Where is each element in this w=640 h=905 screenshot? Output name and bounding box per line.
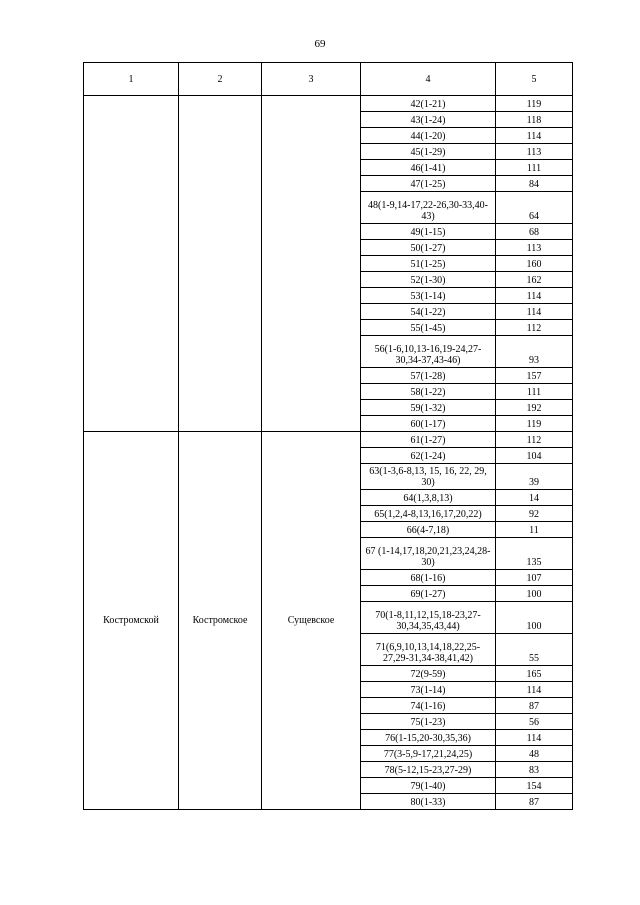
- area-cell: 87: [496, 794, 573, 810]
- quarter-cell: 60(1-17): [361, 416, 496, 432]
- quarter-cell: 71(6,9,10,13,14,18,22,25-27,29-31,34-38,41,42): [361, 634, 496, 666]
- quarter-cell: 50(1-27): [361, 240, 496, 256]
- group-col2-cell: Костромское: [179, 432, 262, 810]
- area-cell: 84: [496, 176, 573, 192]
- area-cell: 55: [496, 634, 573, 666]
- quarter-cell: 69(1-27): [361, 586, 496, 602]
- group-col1-cell: Костромской: [84, 432, 179, 810]
- quarter-cell: 80(1-33): [361, 794, 496, 810]
- area-cell: 14: [496, 490, 573, 506]
- group-col3-cell: [262, 96, 361, 432]
- quarter-cell: 75(1-23): [361, 714, 496, 730]
- area-cell: 114: [496, 288, 573, 304]
- area-cell: 114: [496, 730, 573, 746]
- table-row: [84, 96, 573, 112]
- quarter-cell: 58(1-22): [361, 384, 496, 400]
- header-row: [84, 63, 573, 96]
- quarter-cell: 62(1-24): [361, 448, 496, 464]
- quarter-cell: 53(1-14): [361, 288, 496, 304]
- area-cell: 11: [496, 522, 573, 538]
- quarter-cell: 61(1-27): [361, 432, 496, 448]
- quarter-cell: 66(4-7,18): [361, 522, 496, 538]
- area-cell: 113: [496, 240, 573, 256]
- area-cell: 107: [496, 570, 573, 586]
- quarter-cell: 52(1-30): [361, 272, 496, 288]
- area-cell: 113: [496, 144, 573, 160]
- quarter-cell: 49(1-15): [361, 224, 496, 240]
- quarter-cell: 73(1-14): [361, 682, 496, 698]
- quarter-cell: 79(1-40): [361, 778, 496, 794]
- quarter-cell: 54(1-22): [361, 304, 496, 320]
- quarter-cell: 76(1-15,20-30,35,36): [361, 730, 496, 746]
- area-cell: 162: [496, 272, 573, 288]
- quarter-cell: 55(1-45): [361, 320, 496, 336]
- quarter-cell: 68(1-16): [361, 570, 496, 586]
- group-col3-cell: Сущевское: [262, 432, 361, 810]
- quarter-cell: 57(1-28): [361, 368, 496, 384]
- area-cell: 157: [496, 368, 573, 384]
- table-row: [84, 432, 573, 448]
- area-cell: 68: [496, 224, 573, 240]
- area-cell: 112: [496, 432, 573, 448]
- area-cell: 135: [496, 538, 573, 570]
- area-cell: 114: [496, 128, 573, 144]
- area-cell: 48: [496, 746, 573, 762]
- area-cell: 165: [496, 666, 573, 682]
- group-col1-cell: [84, 96, 179, 432]
- quarter-cell: 63(1-3,6-8,13, 15, 16, 22, 29, 30): [361, 464, 496, 490]
- area-cell: 114: [496, 304, 573, 320]
- area-cell: 119: [496, 96, 573, 112]
- header-cell: 5: [496, 63, 573, 96]
- quarter-cell: 70(1-8,11,12,15,18-23,27-30,34,35,43,44): [361, 602, 496, 634]
- header-cell: 1: [84, 63, 179, 96]
- area-cell: 64: [496, 192, 573, 224]
- quarter-cell: 47(1-25): [361, 176, 496, 192]
- quarter-cell: 77(3-5,9-17,21,24,25): [361, 746, 496, 762]
- data-table: [83, 62, 573, 810]
- quarter-cell: 51(1-25): [361, 256, 496, 272]
- quarter-cell: 78(5-12,15-23,27-29): [361, 762, 496, 778]
- area-cell: 111: [496, 160, 573, 176]
- area-cell: 112: [496, 320, 573, 336]
- quarter-cell: 45(1-29): [361, 144, 496, 160]
- area-cell: 160: [496, 256, 573, 272]
- area-cell: 92: [496, 506, 573, 522]
- header-cell: 3: [262, 63, 361, 96]
- area-cell: 119: [496, 416, 573, 432]
- area-cell: 154: [496, 778, 573, 794]
- header-cell: 2: [179, 63, 262, 96]
- header-cell: 4: [361, 63, 496, 96]
- quarter-cell: 43(1-24): [361, 112, 496, 128]
- page-number: 69: [314, 38, 326, 50]
- area-cell: 118: [496, 112, 573, 128]
- table-body: [84, 96, 573, 810]
- area-cell: 83: [496, 762, 573, 778]
- area-cell: 93: [496, 336, 573, 368]
- quarter-cell: 67 (1-14,17,18,20,21,23,24,28-30): [361, 538, 496, 570]
- area-cell: 104: [496, 448, 573, 464]
- group-col2-cell: [179, 96, 262, 432]
- quarter-cell: 64(1,3,8,13): [361, 490, 496, 506]
- quarter-cell: 72(9-59): [361, 666, 496, 682]
- area-cell: 100: [496, 586, 573, 602]
- quarter-cell: 65(1,2,4-8,13,16,17,20,22): [361, 506, 496, 522]
- area-cell: 87: [496, 698, 573, 714]
- quarter-cell: 74(1-16): [361, 698, 496, 714]
- quarter-cell: 46(1-41): [361, 160, 496, 176]
- quarter-cell: 59(1-32): [361, 400, 496, 416]
- area-cell: 56: [496, 714, 573, 730]
- quarter-cell: 56(1-6,10,13-16,19-24,27-30,34-37,43-46): [361, 336, 496, 368]
- quarter-cell: 42(1-21): [361, 96, 496, 112]
- area-cell: 39: [496, 464, 573, 490]
- area-cell: 100: [496, 602, 573, 634]
- area-cell: 111: [496, 384, 573, 400]
- area-cell: 114: [496, 682, 573, 698]
- area-cell: 192: [496, 400, 573, 416]
- quarter-cell: 44(1-20): [361, 128, 496, 144]
- quarter-cell: 48(1-9,14-17,22-26,30-33,40-43): [361, 192, 496, 224]
